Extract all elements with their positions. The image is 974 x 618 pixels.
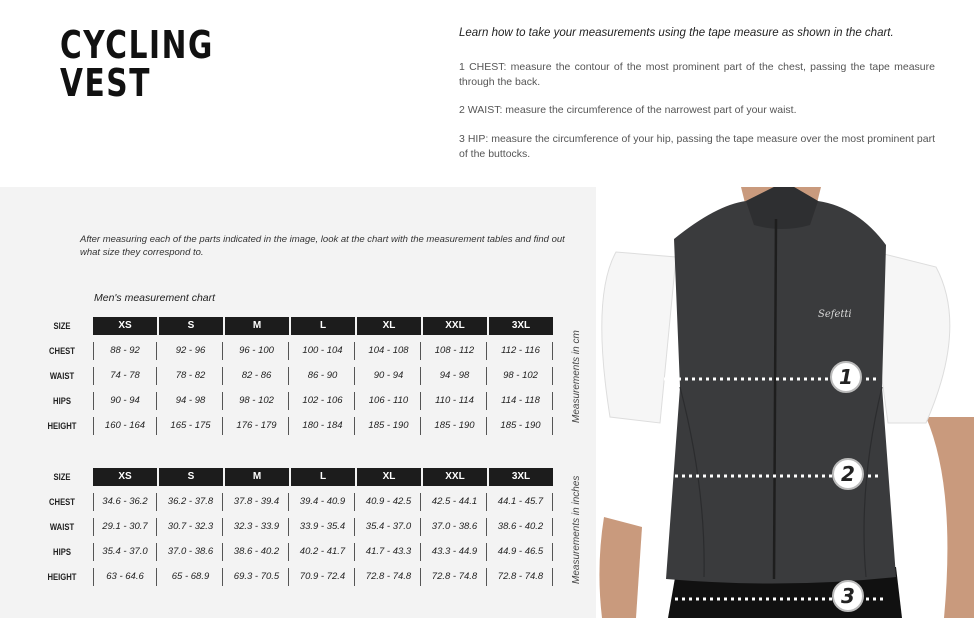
measure-cell: 185 - 190 [357, 417, 421, 435]
size-header-cell: S [159, 317, 223, 335]
measure-cell: 39.4 - 40.9 [291, 493, 355, 511]
measure-cell: 160 - 164 [93, 417, 157, 435]
page-title [60, 23, 214, 105]
intro-text: Learn how to take your measurements using the tape measure as shown in the chart. [459, 27, 894, 39]
size-header-cell: S [159, 468, 223, 486]
row-label: HEIGHT [47, 421, 77, 431]
size-header-cell: XL [357, 317, 421, 335]
chart-title: Men's measurement chart [94, 292, 216, 304]
marker-chest: 1 [830, 361, 862, 393]
measure-cell: 102 - 106 [291, 392, 355, 410]
row-label: HIPS [53, 396, 71, 406]
row-label: HIPS [53, 547, 71, 557]
row-label: CHEST [49, 497, 75, 507]
measure-cell: 37.0 - 38.6 [423, 518, 487, 536]
measure-cell: 108 - 112 [423, 342, 487, 360]
measure-cell: 88 - 92 [93, 342, 157, 360]
measure-cell: 82 - 86 [225, 367, 289, 385]
size-header-cell: XL [357, 468, 421, 486]
cm-axis-label: Measurements in cm [571, 330, 582, 423]
size-header-cell: XS [93, 468, 157, 486]
measure-cell: 98 - 102 [225, 392, 289, 410]
measure-cell: 100 - 104 [291, 342, 355, 360]
measure-cell: 90 - 94 [357, 367, 421, 385]
size-header-cell: XS [93, 317, 157, 335]
measure-cell: 72.8 - 74.8 [489, 568, 553, 586]
size-header-cell: L [291, 468, 355, 486]
measure-cell: 32.3 - 33.9 [225, 518, 289, 536]
step-hip: 3 HIP: measure the circumference of your hip, passing the tape measure over the most prominent part of the buttocks. [459, 133, 935, 160]
size-header-cell: XXL [423, 317, 487, 335]
instruction-note: After measuring each of the parts indicated in the image, look at the chart with the measurement tables and find out what size they correspond to. [80, 234, 565, 258]
size-header-cell: XXL [423, 468, 487, 486]
row-label: WAIST [49, 371, 75, 381]
measure-cell: 33.9 - 35.4 [291, 518, 355, 536]
row-label: WAIST [49, 522, 75, 532]
row-label-size: SIZE [53, 321, 71, 331]
size-header-cell: 3XL [489, 468, 553, 486]
row-label-size: SIZE [53, 472, 71, 482]
marker-waist: 2 [832, 458, 864, 490]
measure-cell: 96 - 100 [225, 342, 289, 360]
measure-cell: 72.8 - 74.8 [357, 568, 421, 586]
measure-cell: 63 - 64.6 [93, 568, 157, 586]
measure-cell: 41.7 - 43.3 [357, 543, 421, 561]
title-line-1: CYCLING [60, 23, 214, 67]
inch-axis-label: Measurements in inches [571, 475, 582, 584]
measure-cell: 34.6 - 36.2 [93, 493, 157, 511]
measure-cell: 36.2 - 37.8 [159, 493, 223, 511]
size-header-cell: M [225, 468, 289, 486]
measure-cell: 40.9 - 42.5 [357, 493, 421, 511]
size-header-cell: 3XL [489, 317, 553, 335]
model-photo [596, 187, 974, 618]
measure-cell: 114 - 118 [489, 392, 553, 410]
measure-cell: 94 - 98 [159, 392, 223, 410]
size-header-cell: M [225, 317, 289, 335]
measure-cell: 165 - 175 [159, 417, 223, 435]
size-header-cell: L [291, 317, 355, 335]
measure-cell: 112 - 116 [489, 342, 553, 360]
measure-cell: 69.3 - 70.5 [225, 568, 289, 586]
measure-cell: 185 - 190 [423, 417, 487, 435]
measure-cell: 74 - 78 [93, 367, 157, 385]
measure-cell: 110 - 114 [423, 392, 487, 410]
measure-cell: 38.6 - 40.2 [489, 518, 553, 536]
measure-cell: 44.9 - 46.5 [489, 543, 553, 561]
measure-cell: 78 - 82 [159, 367, 223, 385]
measure-cell: 30.7 - 32.3 [159, 518, 223, 536]
measure-cell: 104 - 108 [357, 342, 421, 360]
measure-cell: 90 - 94 [93, 392, 157, 410]
title-line-2: VEST [60, 61, 151, 105]
row-label: CHEST [49, 346, 75, 356]
measure-cell: 65 - 68.9 [159, 568, 223, 586]
measure-cell: 42.5 - 44.1 [423, 493, 487, 511]
measure-cell: 37.8 - 39.4 [225, 493, 289, 511]
step-chest: 1 CHEST: measure the contour of the most prominent part of the chest, passing the tape measure through the back. [459, 61, 935, 88]
measure-cell: 180 - 184 [291, 417, 355, 435]
measure-cell: 70.9 - 72.4 [291, 568, 355, 586]
measure-cell: 106 - 110 [357, 392, 421, 410]
measure-cell: 98 - 102 [489, 367, 553, 385]
measure-cell: 86 - 90 [291, 367, 355, 385]
measure-cell: 72.8 - 74.8 [423, 568, 487, 586]
measure-cell: 94 - 98 [423, 367, 487, 385]
vest-illustration [596, 187, 974, 618]
measure-cell: 44.1 - 45.7 [489, 493, 553, 511]
measure-cell: 92 - 96 [159, 342, 223, 360]
measure-cell: 37.0 - 38.6 [159, 543, 223, 561]
measure-cell: 35.4 - 37.0 [93, 543, 157, 561]
measure-cell: 176 - 179 [225, 417, 289, 435]
row-label: HEIGHT [47, 572, 77, 582]
measure-cell: 185 - 190 [489, 417, 553, 435]
measure-cell: 29.1 - 30.7 [93, 518, 157, 536]
brand-logo: Sefetti [818, 309, 852, 320]
measure-cell: 35.4 - 37.0 [357, 518, 421, 536]
measure-cell: 43.3 - 44.9 [423, 543, 487, 561]
measure-cell: 40.2 - 41.7 [291, 543, 355, 561]
step-waist: 2 WAIST: measure the circumference of the narrowest part of your waist. [459, 104, 797, 116]
marker-hips: 3 [832, 580, 864, 612]
measure-cell: 38.6 - 40.2 [225, 543, 289, 561]
